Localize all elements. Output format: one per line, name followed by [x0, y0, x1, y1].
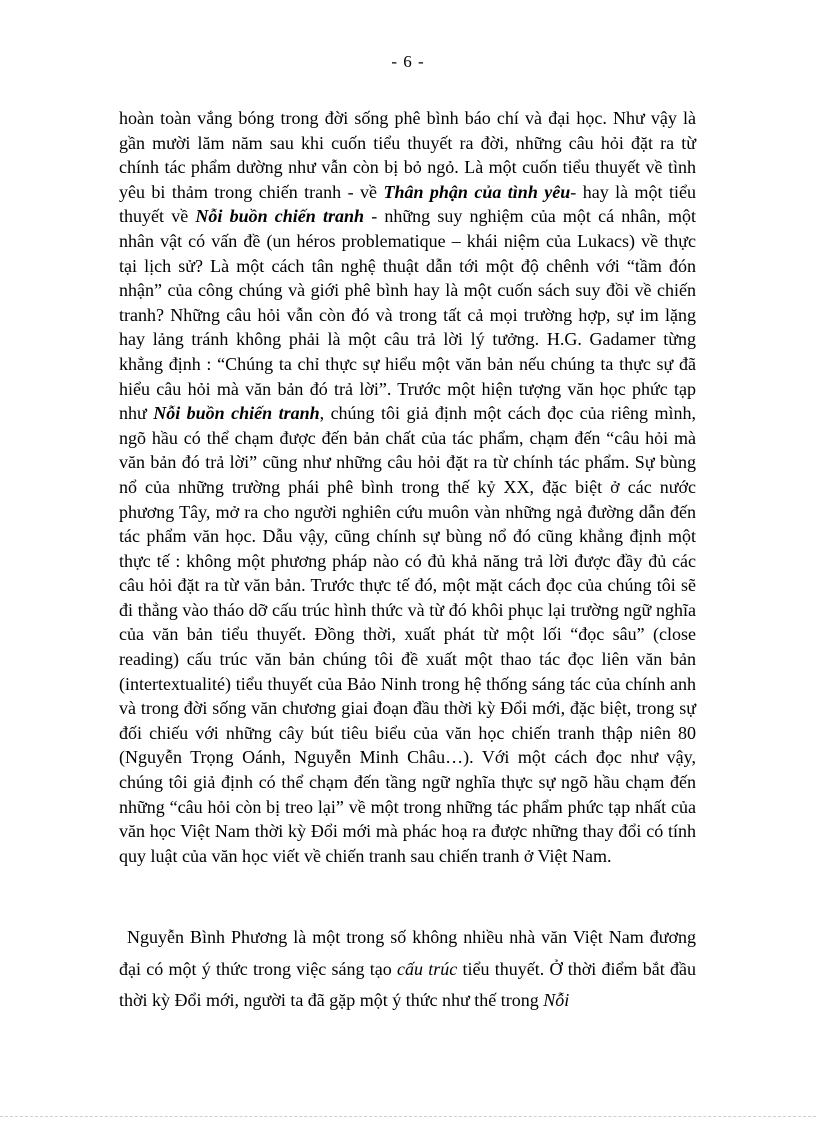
paragraph-text: - những suy nghiệm của một cá nhân, một nhân vật có vấn đề (un héros problematique – khái niệm của Lukacs) về thực tại lịch sử? Là một cách tân nghệ thuật dẫn tới một độ chênh với “tầm đón nhận” của công chúng và giới phê bình hay là một cuốn sách suy đồi về chiến tranh? Những câu hỏi vẫn còn đó và trong tất cả mọi trường hợp, sự im lặng hay lảng tránh không phải là một câu trả lời lý tưởng. H.G. Gadamer từng khẳng định : “Chúng ta chỉ thực sự hiểu một văn bản nếu chúng ta thực sự đã hiểu câu hỏi mà văn bản đó trả lời”. Trước một hiện tượng văn học phức tạp như — [119, 206, 696, 424]
body-paragraph-1 — [119, 106, 696, 868]
body-paragraph-2 — [119, 922, 696, 1017]
book-title-than-phan-cua-tinh-yeu: Thân phận của tình yêu — [383, 181, 571, 202]
paragraph-text: Nguyễn Bình Phương là một trong số không nhiều nhà văn Việt Nam đương đại có một ý thức trong việc sáng tạo — [119, 927, 696, 979]
paragraph-text: - hay là một tiểu thuyết về — [119, 181, 696, 227]
emphasis-noi: Nỗi — [543, 990, 570, 1010]
book-title-noi-buon-chien-tranh: Nỗi buồn chiến tranh — [153, 403, 320, 424]
paragraph-text: hoàn toàn vắng bóng trong đời sống phê bình báo chí và đại học. Như vậy là gần mười lăm năm sau khi cuốn tiểu thuyết ra đời, những câu hỏi đặt ra từ chính tác phẩm dường như vẫn còn bị bỏ ngỏ. Là một cuốn tiểu thuyết về tình yêu bi thảm trong chiến tranh - về — [119, 108, 696, 202]
book-title-noi-buon-chien-tranh: Nỗi buồn chiến tranh — [195, 206, 365, 227]
page-bottom-border — [0, 1116, 816, 1117]
paragraph-text: tiểu thuyết. Ở thời điểm bắt đầu thời kỳ Đổi mới, người ta đã gặp một ý thức như thế trong — [119, 958, 697, 1010]
paragraph-text: , chúng tôi giả định một cách đọc của riêng mình, ngõ hầu có thể chạm được đến bản chất của tác phẩm, chạm đến “câu hỏi mà văn bản đó trả lời” cũng như những câu hỏi đặt ra từ chính tác phẩm. Sự bùng nổ của những trường phái phê bình trong thế kỷ XX, đặc biệt ở các nước phương Tây, mở ra cho người nghiên cứu muôn vàn những ngả đường dẫn đến tác phẩm văn học. Dẫu vậy, cũng chính sự bùng nổ đó cũng khẳng định một thực tế : không một phương pháp nào có đủ khả năng trả lời được đầy đủ các câu hỏi đặt ra từ văn bản. Trước thực tế đó, một mặt cách đọc của chúng tôi sẽ đi thẳng vào tháo dỡ cấu trúc hình thức và từ đó khôi phục lại trường ngữ nghĩa của văn bản tiểu thuyết. Đồng thời, xuất phát từ một lối “đọc sâu” (close reading) cấu trúc văn bản chúng tôi đề xuất một thao tác đọc liên văn bản (intertextualité) tiểu thuyết của Bảo Ninh trong hệ thống sáng tác của chính anh và trong đời sống văn chương giai đoạn đầu thời kỳ Đổi mới, đặc biệt, trong sự đối chiếu với những cây bút tiêu biểu của văn học chiến tranh thập niên 80 (Nguyễn Trọng Oánh, Nguyễn Minh Châu…). Với một cách đọc như vậy, chúng tôi giả định có thể chạm đến tầng ngữ nghĩa thực sự ngõ hầu chạm đến những “câu hỏi còn bị treo lại” về một trong những tác phẩm phức tạp nhất của văn học Việt Nam thời kỳ Đổi mới mà phác hoạ ra được những thay đổi có tính quy luật của văn học viết về chiến tranh sau chiến tranh ở Việt Nam. — [119, 403, 697, 866]
emphasis-cau-truc: cấu trúc — [397, 958, 458, 979]
page-number: - 6 - — [391, 52, 425, 71]
